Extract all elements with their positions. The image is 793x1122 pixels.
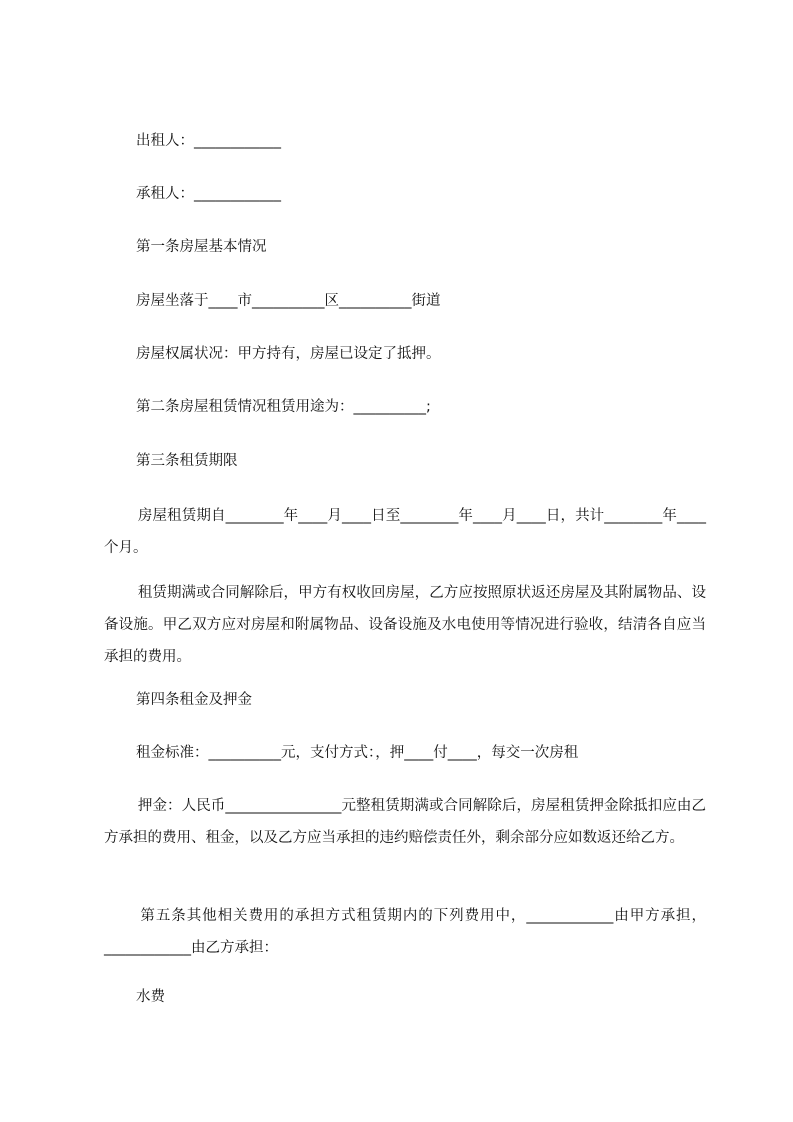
article2-line: 第二条房屋租赁情况租赁用途为：__________; [136, 399, 431, 415]
article4-heading: 第四条租金及押金 [136, 692, 252, 708]
article5-paragraph: 第五条其他相关费用的承担方式租赁期内的下列费用中，____________由甲方承担，____________由乙方承担： [104, 908, 706, 956]
term-paragraph: 房屋租赁期自________年____月____日至________年____月____日，共计________年____个月。 [104, 508, 706, 556]
lessor-line: 出租人：____________ [136, 133, 281, 149]
expiry-paragraph: 租赁期满或合同解除后，甲方有权收回房屋，乙方应按照原状返还房屋及其附属物品、设备设施。甲乙双方应对房屋和附属物品、设备设施及水电使用等情况进行验收，结清各自应当承担的费用。 [104, 585, 706, 665]
lessee-line: 承租人：____________ [136, 186, 281, 202]
rent-line: 租金标准：__________元，支付方式：，押____付____，每交一次房租 [136, 745, 579, 761]
article1-heading: 第一条房屋基本情况 [136, 239, 267, 255]
deposit-paragraph: 押金：人民币________________元整租赁期满或合同解除后，房屋租赁押金除抵扣应由乙方承担的费用、租金，以及乙方应当承担的违约赔偿责任外，剩余部分应如数返还给乙方。 [104, 798, 706, 846]
ownership-line: 房屋权属状况：甲方持有，房屋已设定了抵押。 [136, 346, 441, 362]
article3-heading: 第三条租赁期限 [136, 453, 238, 469]
water-fee-line: 水费 [136, 989, 165, 1005]
address-line: 房屋坐落于____市__________区__________街道 [136, 293, 441, 309]
